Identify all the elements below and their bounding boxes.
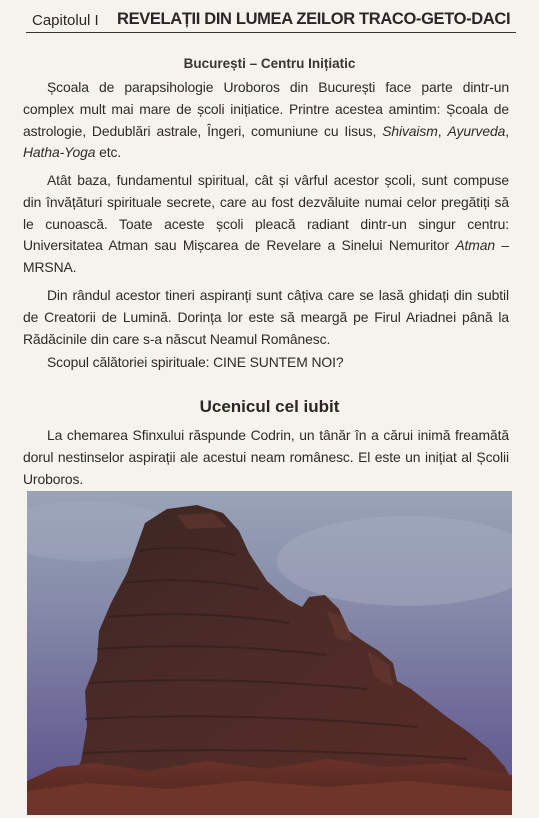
paragraph-schools: Școala de parapsihologie Uroboros din București face parte dintr-un complex mult mai mare de școli inițiatice. Printre acestea amintim: Școala de astrologie, Dedublări astrale, Îngeri, comuniune cu Iisus, Shivaism, Ayurveda, Hatha-Yoga etc.	[23, 79, 509, 161]
chapter-label: Capitolul I	[32, 12, 99, 29]
section-subtitle: București – Centru Inițiatic	[183, 56, 356, 71]
paragraph-aspirants: Din rândul acestor tineri aspiranți sunt câțiva care se lasă ghidați din subtil de Creatorii de Lumină. Dorința lor este să meargă pe Firul Ariadnei până la Rădăcinile din care s-a născut Neamul Românesc.	[23, 287, 509, 347]
section-heading: Ucenicul cel iubit	[199, 397, 340, 416]
paragraph-codrin: La chemarea Sfinxului răspunde Codrin, un tânăr în a cărui inimă freamătă dorul nestinselor aspirații ale acestui neam românesc. El este un inițiat al Școlii Uroboros.	[23, 427, 509, 487]
chapter-title: REVELAȚII DIN LUMEA ZEILOR TRACO-GETO-DACI	[117, 10, 511, 28]
sphinx-rock-illustration	[27, 491, 512, 815]
paragraph-purpose: Scopul călătoriei spirituale: CINE SUNTEM NOI?	[47, 354, 344, 370]
paragraph-foundation: Atât baza, fundamentul spiritual, cât și vârful acestor școli, sunt compuse din învățături spirituale secrete, care au fost dezvăluite numai celor pregătiți să le cunoască. Toate aceste școli pleacă radiant dintr-un singur centru: Universitatea Atman sau Mișcarea de Revelare a Sinelui Nemuritor Atman – MRSNA.	[23, 172, 509, 276]
running-header	[26, 6, 516, 33]
sphinx-rock-photo	[27, 491, 512, 815]
